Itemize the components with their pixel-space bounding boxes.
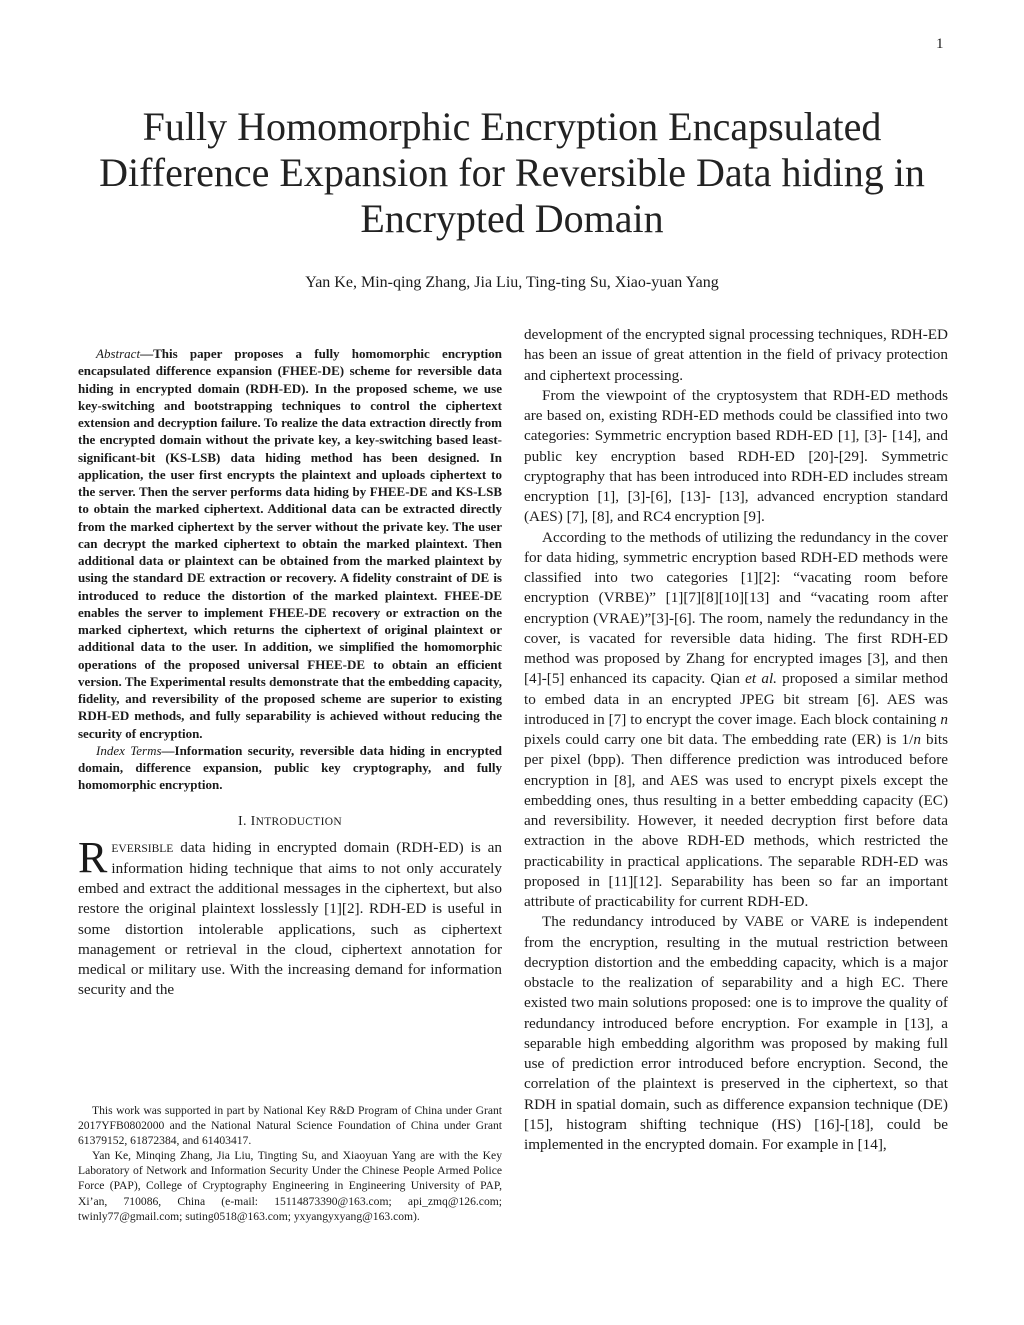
index-terms-lead: Index Terms	[96, 742, 162, 758]
section-first-letter: I	[250, 813, 256, 829]
intro-text: data hiding in encrypted domain (RDH-ED) is an information hiding technique that aims to not only accurately embed and extract the additional messages in the ciphertext, but also restore the original plaintext losslessly [1][2]. RDH-ED is useful in some distortion intolerable applications, such as ciphertext management or retrieval in the cloud, ciphertext annotation for medical or military use. With the increasing demand for information security and the	[78, 838, 502, 999]
intro-paragraph	[78, 832, 502, 1001]
p2-n: n	[940, 710, 948, 728]
section-number: I.	[238, 813, 247, 829]
footnote	[78, 1103, 502, 1224]
page-number: 1	[936, 36, 944, 52]
drop-cap: R	[78, 832, 108, 882]
right-column	[524, 325, 948, 1155]
section-heading-introduction	[78, 814, 502, 830]
right-paragraph-1: From the viewpoint of the cryptosystem that RDH-ED methods are based on, existing RDH-ED methods could be classified into two categories: Symmetric encryption based RDH-ED [1], [3]- [14], and public key encryption based RDH-ED [20]-[29]. Symmetric cryptography that has been introduced into RDH-ED includes stream encryption [1], [3]-[6], [13]- [13], advanced encryption standard (AES) [7], [8], and RC4 encryption [9].	[524, 386, 948, 526]
p2-part-c: pixels could carry one bit data. The embedding rate (ER) is 1/	[524, 731, 914, 748]
intro-smallcaps: EVERSIBLE	[111, 842, 174, 855]
p2-n2: n	[913, 731, 921, 748]
right-paragraph-3: The redundancy introduced by VABE or VARE is independent from the encryption, resulting in the mutual restriction between decryption distortion and the embedding capacity, which is a major obstacle to the realization of separability and a high EC. There existed two main solutions proposed: one is to improve the quality of redundancy introduced before encryption. For example in [13], a separable high embedding algorithm was proposed by making full use of prediction error introduced before encryption. Second, the correlation of the plaintext is preserved in the ciphertext, so that RDH in spatial domain, such as difference expansion technique (DE) [15], histogram shifting technique (HS) [16]-[18], could be implemented in the encrypted domain. For example in [14],	[524, 913, 948, 1153]
index-terms-text: —Information security, reversible data hiding in encrypted domain, difference expansion, public key cryptography, and fully homomorphic encryption.	[78, 742, 502, 793]
right-paragraph-2	[524, 528, 948, 913]
author-list: Yan Ke, Min-qing Zhang, Jia Liu, Ting-ting Su, Xiao-yuan Yang	[305, 274, 719, 291]
footnote-funding: This work was supported in part by National Key R&D Program of China under Grant 2017YFB0802000 and the National Natural Science Foundation of China under Grant 61379152, 61872384, and 61403417.	[78, 1104, 502, 1148]
paper-title: Fully Homomorphic Encryption Encapsulated Difference Expansion for Reversible Data hiding in Encrypted Domain	[99, 104, 925, 241]
abstract-text: —This paper proposes a fully homomorphic encryption encapsulated difference expansion (FHEE-DE) scheme for reversible data hiding in encrypted domain (RDH-ED). In the proposed scheme, we use key-switching and bootstrapping techniques to control the ciphertext extension and decryption failure. To realize the data extraction directly from the encrypted domain without the private key, a key-switching based least-significant-bit (KS-LSB) data hiding method has been designed. In application, the user first encrypts the plaintext and uploads ciphertext to the server. Then the server performs data hiding by FHEE-DE and KS-LSB to obtain the marked ciphertext. Additional data can be extracted directly from the marked ciphertext by the server without the private key. The user can decrypt the marked ciphertext to obtain the marked plaintext. Then additional data or plaintext can be obtained from the marked plaintext by using the standard DE extraction or recovery. A fidelity constraint of DE is introduced to reduce the distortion of the marked plaintext. FHEE-DE enables the server to implement FHEE-DE recovery or extraction on the marked ciphertext, which returns the ciphertext of original plaintext or additional data to the user. In addition, we simplified the homomorphic operations of the proposed universal FHEE-DE to obtain an efficient version. The Experimental results demonstrate that the embedding capacity, fidelity, and reversibility of the proposed scheme are superior to existing RDH-ED methods, and fully separability is achieved without reducing the security of encryption.	[78, 346, 502, 741]
p2-part-a: According to the methods of utilizing the redundancy in the cover for data hiding, symmetric encryption based RDH-ED methods were classified into two categories [1][2]: “vacating room before encryption (VRBE)” [1][7][8][10][13] and “vacating room after encryption (VRAE)”[3]-[6]. The room, namely the redundancy in the cover, is vacated for reversible data hiding. The first RDH-ED method was proposed by Zhang for encrypted images [3], and then [4]-[5] enhanced its capacity. Qian	[524, 528, 948, 688]
p2-part-d: bits per pixel (bpp). Then difference prediction was introduced before encryption in [8], and AES was used to encrypt pixels except the embedding ones, thus resulting in a better embedding capacity (EC) and reversibility. However, it needed decryption first before data extraction in the above RDH-ED methods, which restricted the practicability in practical applications. The separable RDH-ED was proposed in [11][12]. Separability has been so far an important attribute of practicability for current RDH-ED.	[524, 731, 948, 910]
p2-etal: et al.	[745, 670, 777, 688]
left-column	[78, 345, 502, 1001]
section-title-rest: NTRODUCTION	[255, 815, 342, 828]
abstract-lead: Abstract	[96, 346, 141, 361]
footnote-affiliation: Yan Ke, Minqing Zhang, Jia Liu, Tingting Su, and Xiaoyuan Yang are with the Key Laboratory of Network and Information Security Under the Chinese People Armed Police Force (PAP), College of Cryptography Engineering in Engineering University of PAP, Xi’an, 710086, China (e-mail: 15114873390@163.com; api_zmq@126.com; twinly77@gmail.com; suting0518@163.com; yxyangyxyang@163.com).	[78, 1149, 502, 1223]
index-terms	[78, 742, 502, 794]
p2-part-b: proposed a similar method to embed data in an encrypted JPEG bit stream [6]. AES was introduced in [7] to encrypt the cover image. Each block containing	[524, 670, 948, 728]
abstract	[78, 345, 502, 742]
right-paragraph-0: development of the encrypted signal processing techniques, RDH-ED has been an issue of great attention in the field of privacy protection and ciphertext processing.	[524, 326, 948, 384]
